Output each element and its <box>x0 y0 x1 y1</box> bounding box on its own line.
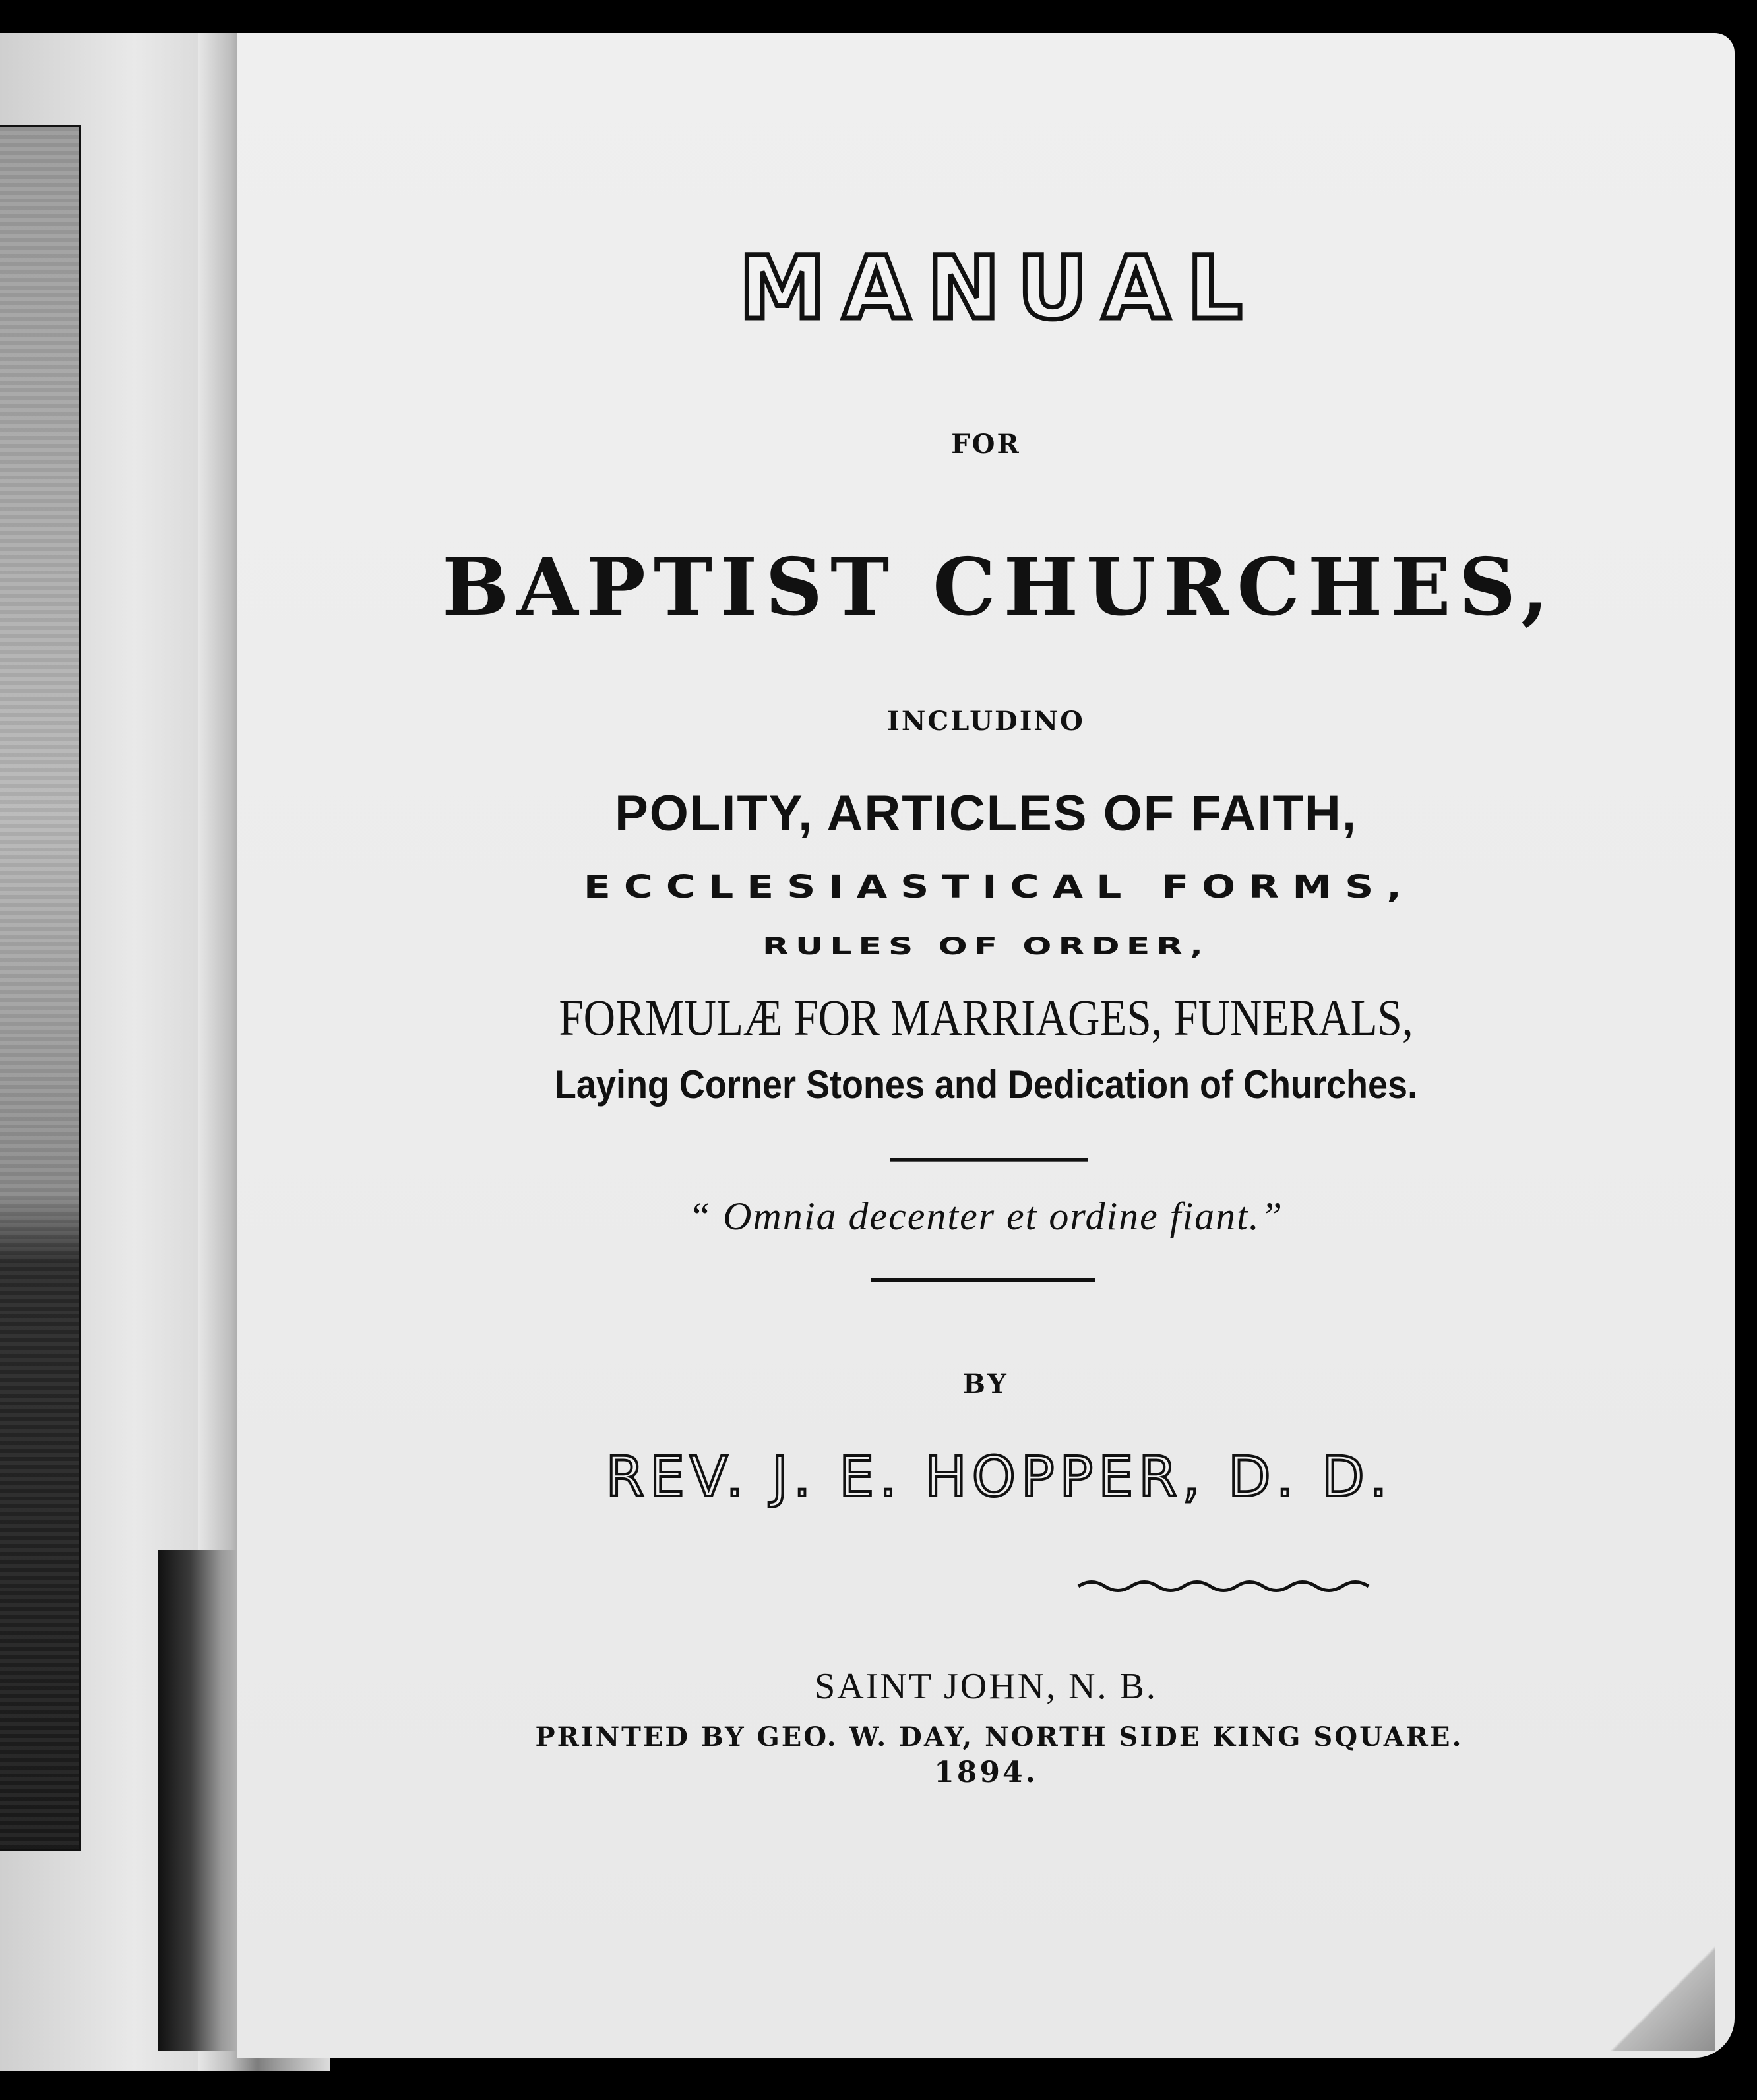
imprint-printer: PRINTED BY GEO. W. DAY, NORTH SIDE KING SQUARE. <box>535 1721 1464 1752</box>
title-baptist-churches: BAPTIST CHURCHES, <box>442 541 1557 634</box>
wavy-ornament <box>1075 1576 1378 1596</box>
subtitle-formulae: FORMULÆ FOR MARRIAGES, FUNERALS, <box>559 989 1413 1046</box>
page-curl <box>1609 1946 1715 2051</box>
frontispiece-photo <box>0 125 81 1851</box>
by-label: BY <box>963 1369 1009 1400</box>
subtitle-polity: POLITY, ARTICLES OF FAITH, <box>615 786 1357 842</box>
subtitle-laying: Laying Corner Stones and Dedication of Churches. <box>554 1063 1418 1107</box>
imprint-year: 1894. <box>934 1756 1038 1789</box>
subtitle-including: INCLUDINO <box>887 706 1085 737</box>
motto: “ Omnia decenter et ordine fiant.” <box>688 1194 1284 1238</box>
divider-top <box>890 1158 1088 1162</box>
title-manual: MANUAL <box>739 237 1260 339</box>
divider-bottom <box>871 1278 1095 1282</box>
title-page <box>237 33 1735 2058</box>
author-name: REV. J. E. HOPPER, D. D. <box>605 1444 1393 1509</box>
subtitle-ecclesiastical: ECCLESIASTICAL FORMS, <box>583 869 1415 906</box>
title-for: FOR <box>951 429 1021 460</box>
subtitle-rules: RULES OF ORDER, <box>762 933 1210 960</box>
imprint-city: SAINT JOHN, N. B. <box>815 1666 1157 1707</box>
